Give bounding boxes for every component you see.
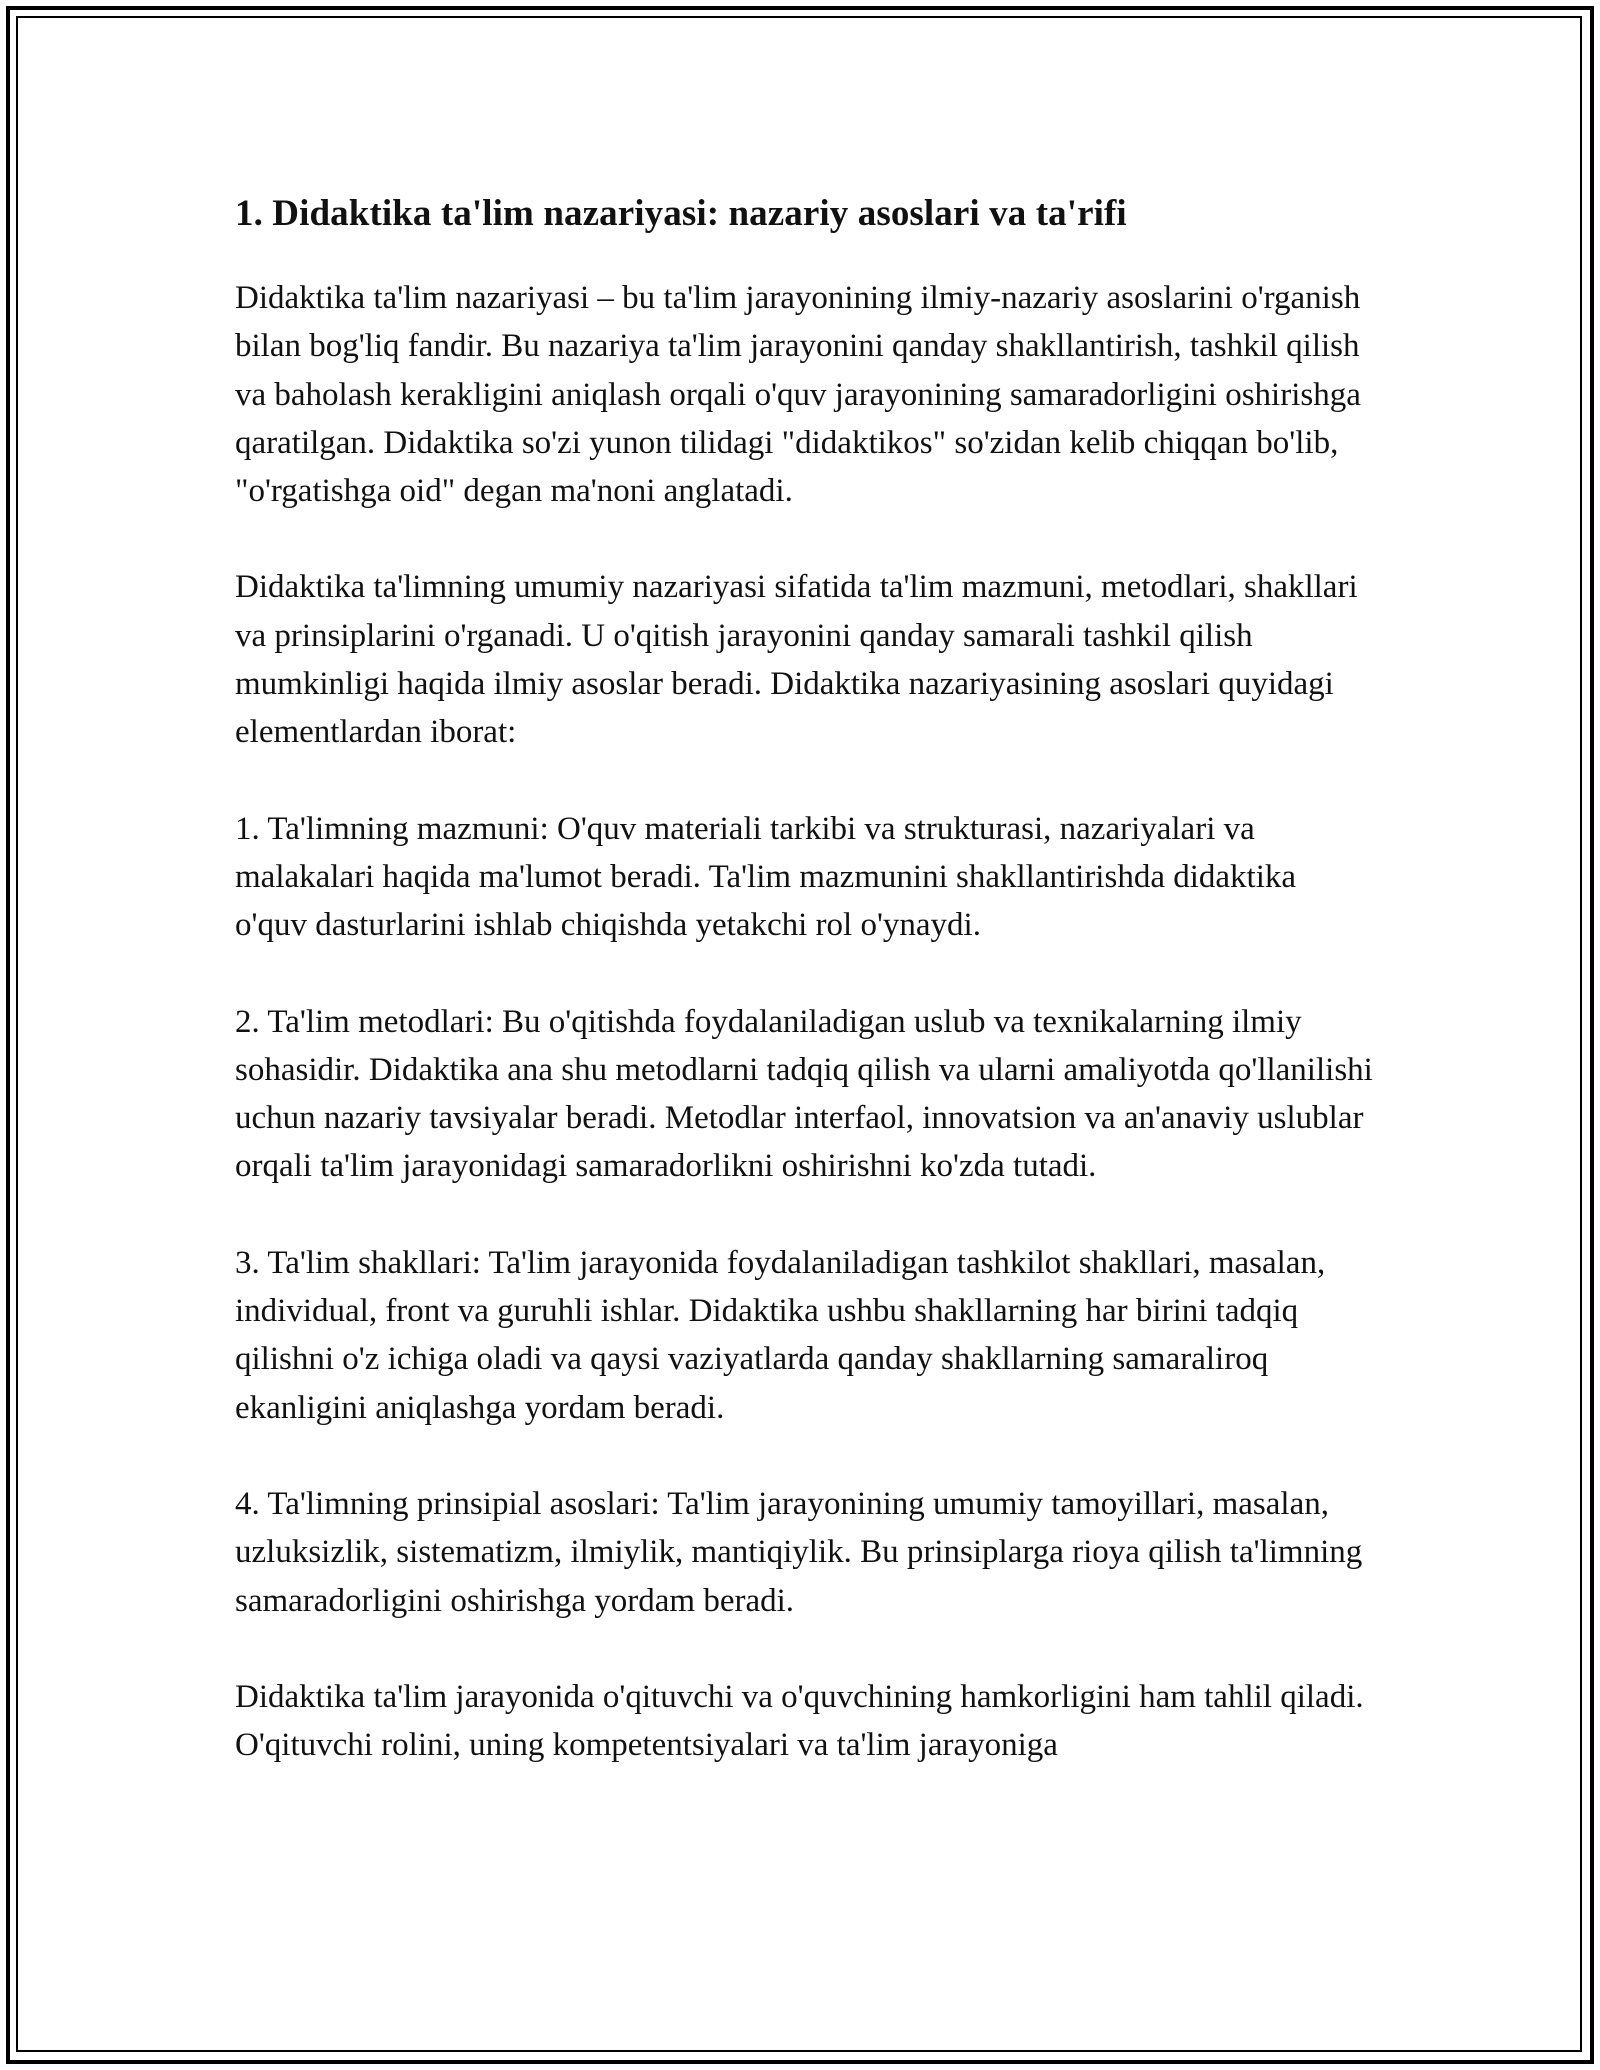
document-body <box>235 188 1375 1769</box>
paragraph-cooperation: Didaktika ta'lim jarayonida o'qituvchi va o'quvchining hamkorligini ham tahlil qiladi. O'qituvchi rolini, uning kompetentsiyalari va ta'lim jarayoniga <box>235 1678 1364 1764</box>
paragraph-methods: 2. Ta'lim metodlari: Bu o'qitishda foydalaniladigan uslub va texnikalarning ilmiy sohasidir. Didaktika ana shu metodlarni tadqiq qilish va ularni amaliyotda qo'llanilishi uchun nazariy tavsiyalar beradi. Metodlar interfaol, innovatsion va an'anaviy uslublar orqali ta'lim jarayonidagi samaradorlikni oshirishni ko'zda tutadi. <box>235 1003 1373 1185</box>
document-title: 1. Didaktika ta'lim nazariyasi: nazariy asoslari va ta'rifi <box>235 193 1127 234</box>
paragraph-content: 1. Ta'limning mazmuni: O'quv materiali tarkibi va strukturasi, nazariyalari va malakalari haqida ma'lumot beradi. Ta'lim mazmunini shakllantirishda didaktika o'quv dasturlarini ishlab chiqishda yetakchi rol o'ynaydi. <box>235 810 1297 944</box>
paragraph-definition: Didaktika ta'lim nazariyasi – bu ta'lim jarayonining ilmiy-nazariy asoslarini o'rganish bilan bog'liq fandir. Bu nazariya ta'lim jarayonini qanday shakllantirish, tashkil qilish va baholash kerakligini aniqlash orqali o'quv jarayonining samaradorligini oshirishga qaratilgan. Didaktika so'zi yunon tilidagi "didaktikos" so'zidan kelib chiqqan bo'lib, "o'rgatishga oid" degan ma'noni anglatadi. <box>235 280 1361 510</box>
paragraph-principles: 4. Ta'limning prinsipial asoslari: Ta'lim jarayonining umumiy tamoyillari, masalan, uzluksizlik, sistematizm, ilmiylik, mantiqiylik. Bu prinsiplarga rioya qilish ta'limning samaradorligini oshirishga yordam beradi. <box>235 1485 1363 1619</box>
paragraph-general-theory: Didaktika ta'limning umumiy nazariyasi sifatida ta'lim mazmuni, metodlari, shakllari va prinsiplarini o'rganadi. U o'qitish jarayonini qanday samarali tashkil qilish mumkinligi haqida ilmiy asoslar beradi. Didaktika nazariyasining asoslari quyidagi elementlardan iborat: <box>235 569 1358 751</box>
paragraph-forms: 3. Ta'lim shakllari: Ta'lim jarayonida foydalaniladigan tashkilot shakllari, masalan, individual, front va guruhli ishlar. Didaktika ushbu shakllarning har birini tadqiq qilishni o'z ichiga oladi va qaysi vaziyatlarda qanday shakllarning samaraliroq ekanligini aniqlashga yordam beradi. <box>235 1244 1326 1426</box>
